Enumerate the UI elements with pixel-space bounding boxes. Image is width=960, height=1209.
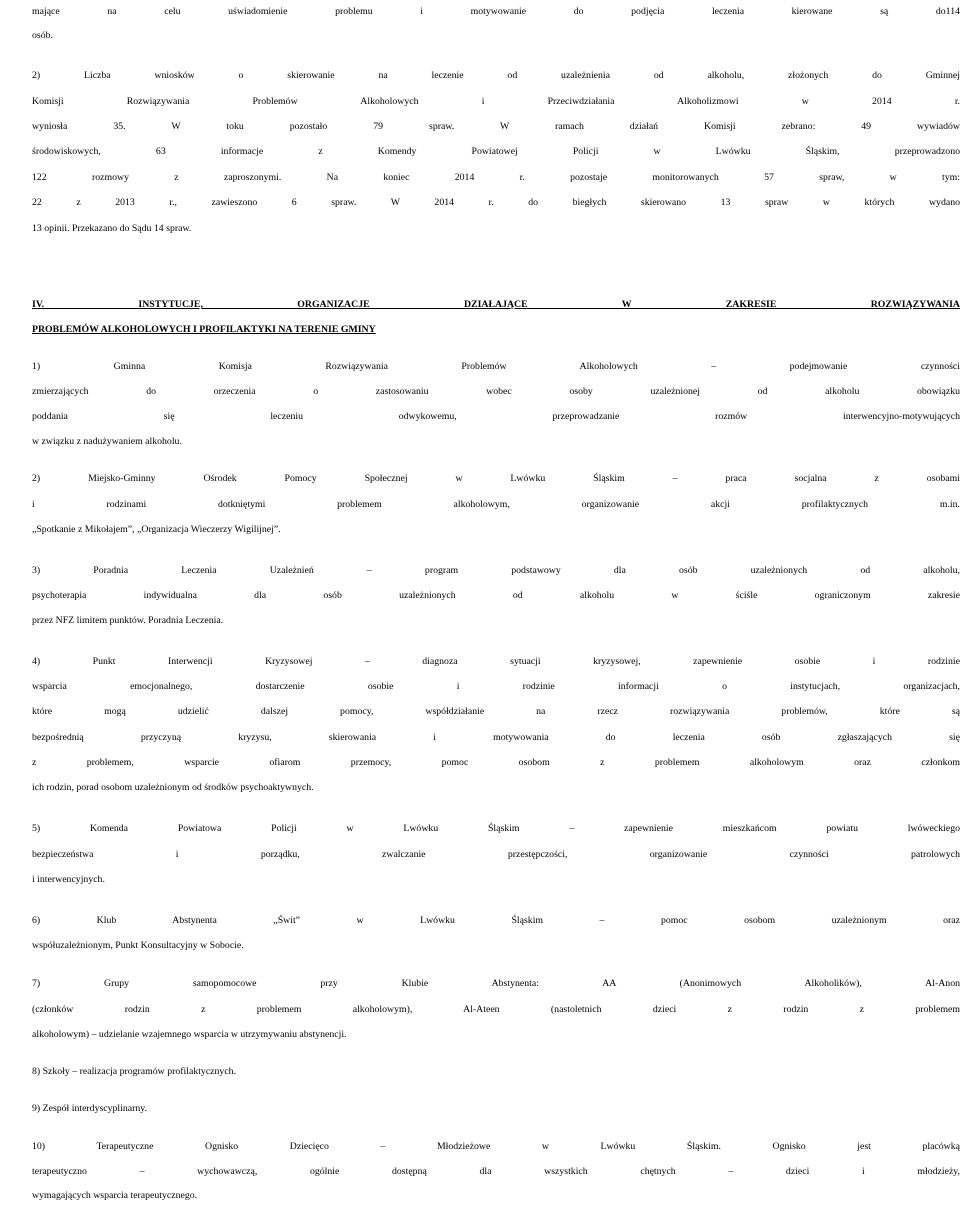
list-item-line: 6) Klub Abstynenta „Świt” w Lwówku Śląskim – pomoc osobom uzależnionym oraz [32,915,960,926]
list-item-line: 5) Komenda Powiatowa Policji w Lwówku Śląskim – zapewnienie mieszkańcom powiatu lwóweckiego [32,823,960,834]
list-item-line: ich rodzin, porad osobom uzależnionym od środków psychoaktywnych. [32,782,314,793]
list-item-line: psychoterapia indywidualna dla osób uzależnionych od alkoholu w ściśle ograniczonym zakresie [32,590,960,601]
paragraph-line: osób. [32,30,53,41]
paragraph-line: 2) Liczba wniosków o skierowanie na leczenie od uzależnienia od alkoholu, złożonych do Gminnej [32,70,960,81]
list-item-line: terapeutyczno – wychowawczą, ogólnie dostępną dla wszystkich chętnych – dzieci i młodzieży, [32,1166,960,1177]
list-item-line: bezpośrednią przyczyną kryzysu, skierowania i motywowania do leczenia osób zgłaszających się [32,732,960,743]
list-item-line: 4) Punkt Interwencji Kryzysowej – diagnoza sytuacji kryzysowej, zapewnienie osobie i rodzinie [32,656,960,667]
list-item-line: bezpieczeństwa i porządku, zwalczanie przestępczości, organizowanie czynności patrolowych [32,849,960,860]
list-item-line: współuzależnionym, Punkt Konsultacyjny w Sobocie. [32,940,244,951]
paragraph-line: mające na celu uświadomienie problemu i motywowanie do podjęcia leczenia kierowane są do114 [32,6,960,17]
paragraph-line: wyniosła 35. W toku pozostało 79 spraw. W ramach działań Komisji zebrano: 49 wywiadów [32,121,960,132]
list-item-line: zmierzających do orzeczenia o zastosowaniu wobec osoby uzależnionej od alkoholu obowiązku [32,386,960,397]
list-item-line: przez NFZ limitem punktów. Poradnia Leczenia. [32,615,224,626]
list-item-line: 9) Zespół interdyscyplinarny. [32,1103,147,1114]
paragraph-line: Komisji Rozwiązywania Problemów Alkoholowych i Przeciwdziałania Alkoholizmowi w 2014 r. [32,96,960,107]
paragraph-line: 13 opinii. Przekazano do Sądu 14 spraw. [32,223,192,234]
list-item-line: wsparcia emocjonalnego, dostarczenie osobie i rodzinie informacji o instytucjach, organizacjach, [32,681,960,692]
list-item-line: alkoholowym) – udzielanie wzajemnego wsparcia w utrzymywaniu abstynencji. [32,1029,347,1040]
section-heading: IV. INSTYTUCJE, ORGANIZACJE DZIAŁAJĄCE W ZAKRESIE ROZWIĄZYWANIA [32,299,960,310]
paragraph-line: środowiskowych, 63 informacje z Komendy Powiatowej Policji w Lwówku Śląskim, przeprowadzono [32,146,960,157]
list-item-line: 10) Terapeutyczne Ognisko Dziecięco – Młodzieżowe w Lwówku Śląskim. Ognisko jest placówką [32,1141,960,1152]
list-item-line: w związku z nadużywaniem alkoholu. [32,436,182,447]
list-item-line: i interwencyjnych. [32,874,105,885]
list-item-line: 7) Grupy samopomocowe przy Klubie Abstynenta: AA (Anonimowych Alkoholików), Al-Anon [32,978,960,989]
list-item-line: poddania się leczeniu odwykowemu, przeprowadzanie rozmów interwencyjno-motywujących [32,411,960,422]
list-item-line: 2) Miejsko-Gminny Ośrodek Pomocy Społecznej w Lwówku Śląskim – praca socjalna z osobami [32,473,960,484]
list-item-line: które mogą udzielić dalszej pomocy, współdziałanie na rzecz rozwiązywania problemów, które są [32,706,960,717]
section-heading: PROBLEMÓW ALKOHOLOWYCH I PROFILAKTYKI NA TERENIE GMINY [32,324,376,335]
list-item-line: 3) Poradnia Leczenia Uzależnień – program podstawowy dla osób uzależnionych od alkoholu, [32,565,960,576]
paragraph-line: 22 z 2013 r., zawieszono 6 spraw. W 2014 r. do biegłych skierowano 13 spraw w których wydano [32,197,960,208]
list-item-line: z problemem, wsparcie ofiarom przemocy, pomoc osobom z problemem alkoholowym oraz członkom [32,757,960,768]
list-item-line: 8) Szkoły – realizacja programów profilaktycznych. [32,1066,237,1077]
list-item-line: i rodzinami dotkniętymi problemem alkoholowym, organizowanie akcji profilaktycznych m.in. [32,499,960,510]
list-item-line: (członków rodzin z problemem alkoholowym), Al-Ateen (nastoletnich dzieci z rodzin z problemem [32,1004,960,1015]
list-item-line: 1) Gminna Komisja Rozwiązywania Problemów Alkoholowych – podejmowanie czynności [32,361,960,372]
list-item-line: wymagających wsparcia terapeutycznego. [32,1190,198,1201]
list-item-line: „Spotkanie z Mikołajem”, „Organizacja Wieczerzy Wigilijnej”. [32,524,281,535]
paragraph-line: 122 rozmowy z zaproszonymi. Na koniec 2014 r. pozostaje monitorowanych 57 spraw, w tym: [32,172,960,183]
